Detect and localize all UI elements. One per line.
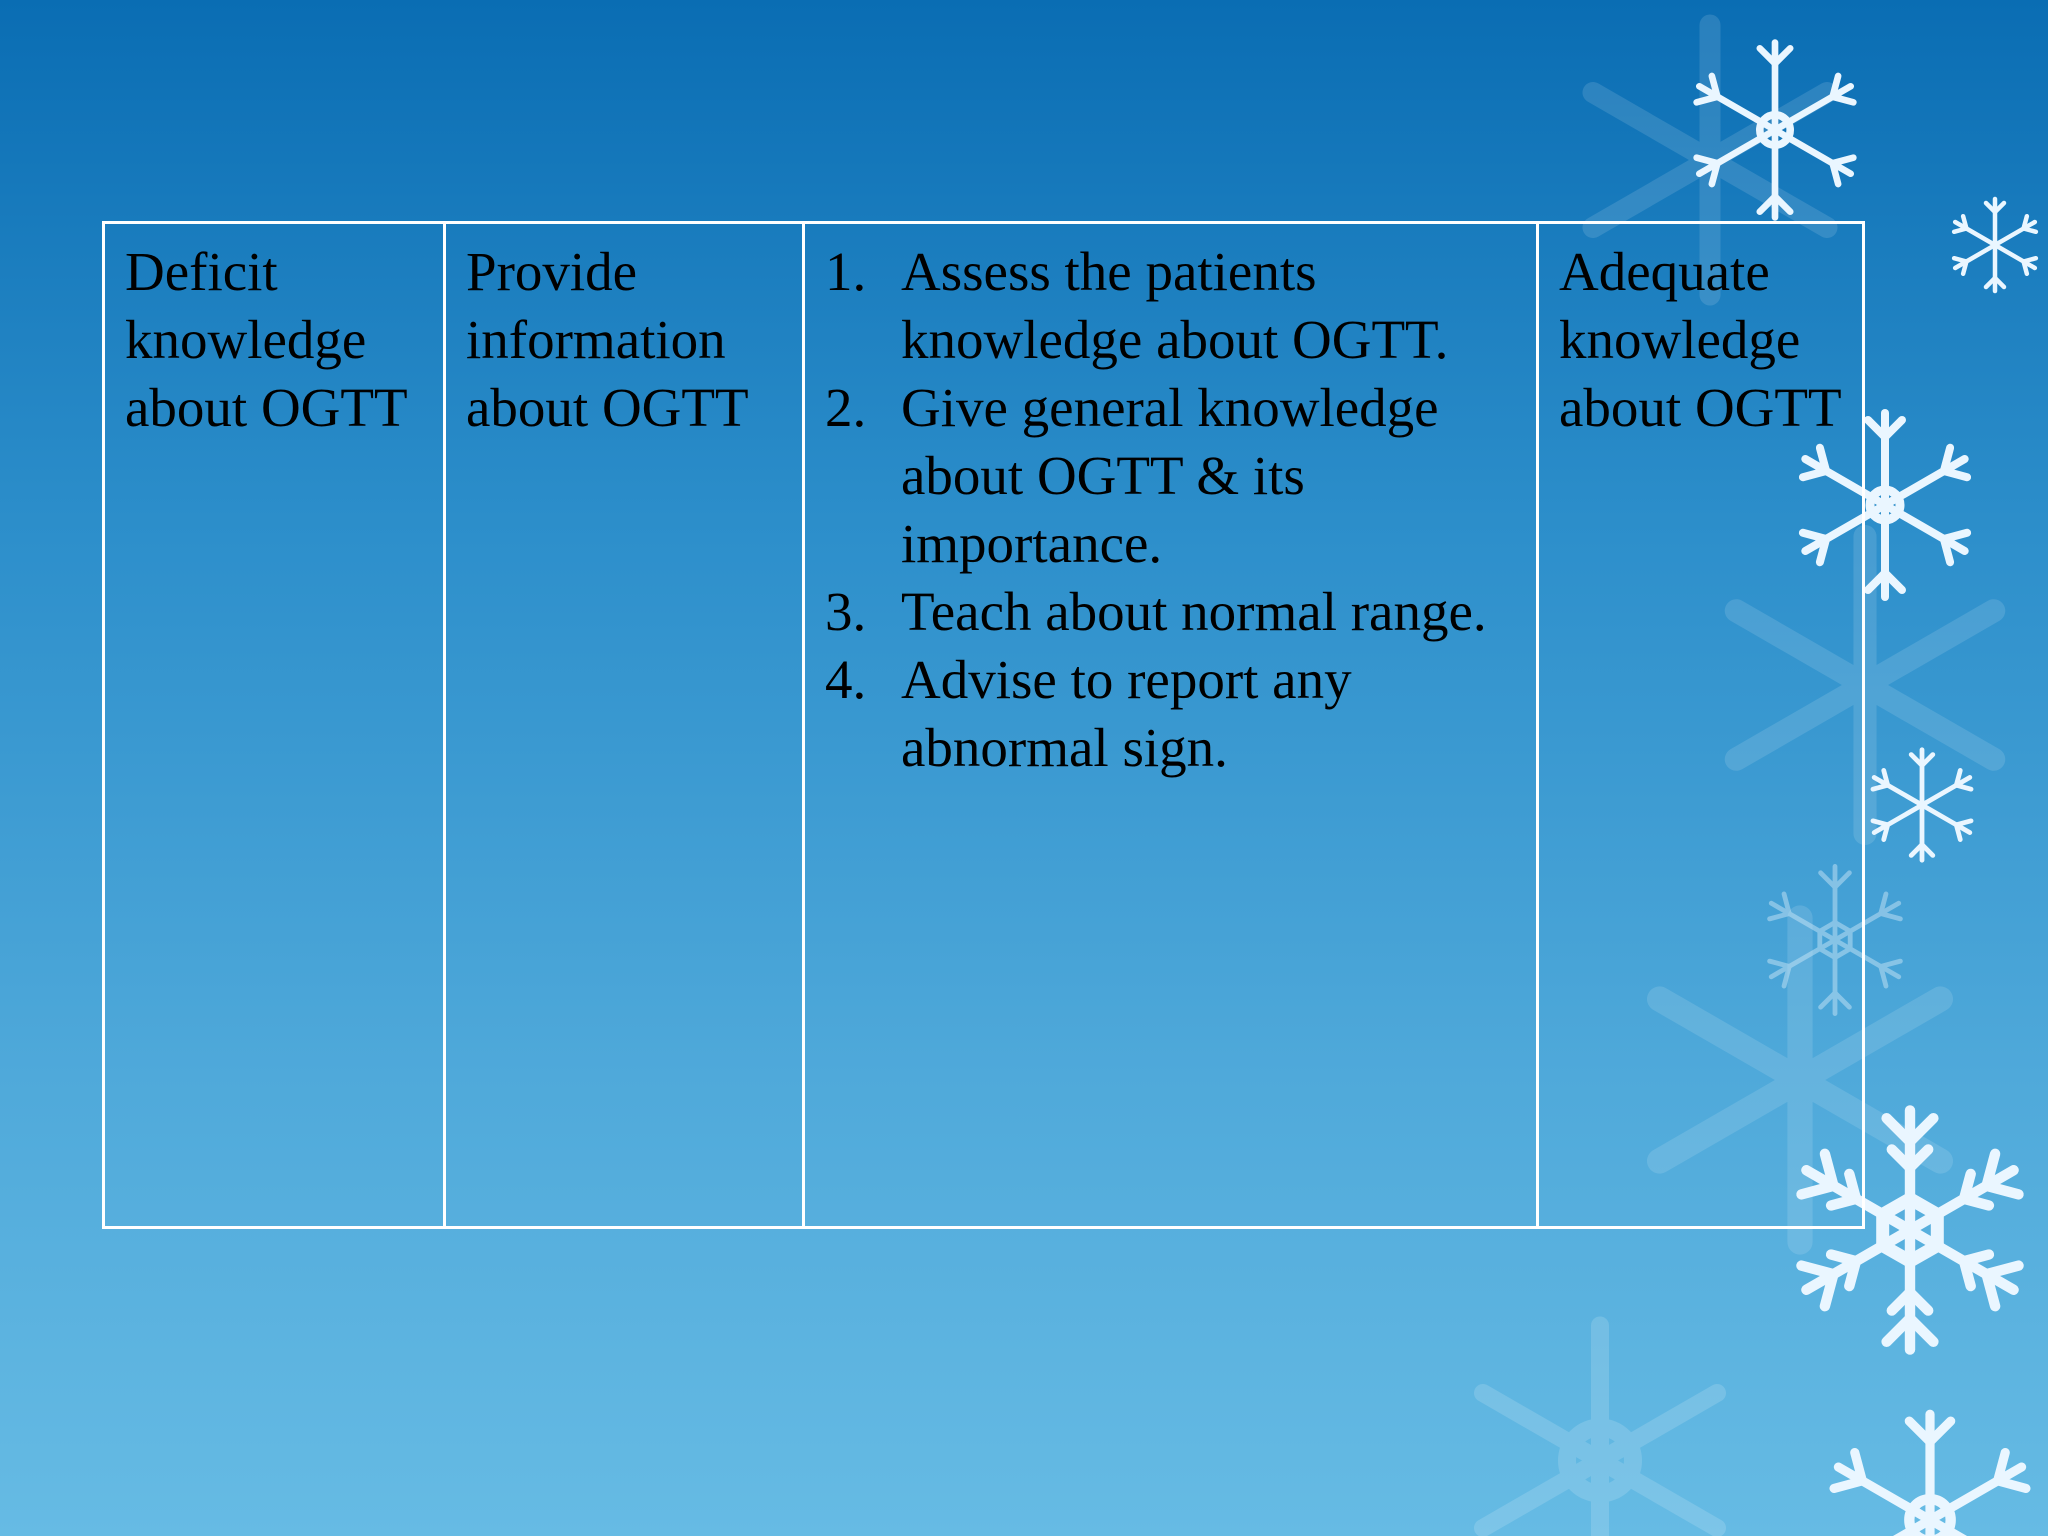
snowflake-icon xyxy=(1680,35,1870,225)
list-item-text: Assess the patients knowledge about OGTT. xyxy=(901,241,1449,370)
list-item xyxy=(825,646,1518,782)
snowflake-icon xyxy=(1862,745,1982,865)
diagnosis-cell xyxy=(104,223,445,1228)
list-number: 3. xyxy=(825,581,867,642)
care-plan-table xyxy=(102,221,1865,1229)
list-item xyxy=(825,238,1518,374)
interventions-cell xyxy=(804,223,1538,1228)
goal-cell xyxy=(445,223,804,1228)
evaluation-cell xyxy=(1538,223,1864,1228)
list-item-text: Teach about normal range. xyxy=(901,581,1487,642)
evaluation-text: Adequate knowledge about OGTT xyxy=(1559,241,1842,438)
list-number: 4. xyxy=(825,649,867,710)
list-number: 1. xyxy=(825,241,867,302)
interventions-list xyxy=(825,238,1518,782)
snowflake-icon xyxy=(1815,1405,2045,1536)
diagnosis-text: Deficit knowledge about OGTT xyxy=(125,241,408,438)
snowflake-icon xyxy=(1450,1310,1750,1536)
list-number: 2. xyxy=(825,377,867,438)
list-item-text: Advise to report any abnormal sign. xyxy=(901,649,1352,778)
goal-text: Provide information about OGTT xyxy=(466,241,749,438)
list-item-text: Give general knowledge about OGTT & its importance. xyxy=(901,377,1439,574)
list-item xyxy=(825,578,1518,646)
snowflake-icon xyxy=(1945,195,2045,295)
table-row xyxy=(104,223,1864,1228)
list-item xyxy=(825,374,1518,578)
